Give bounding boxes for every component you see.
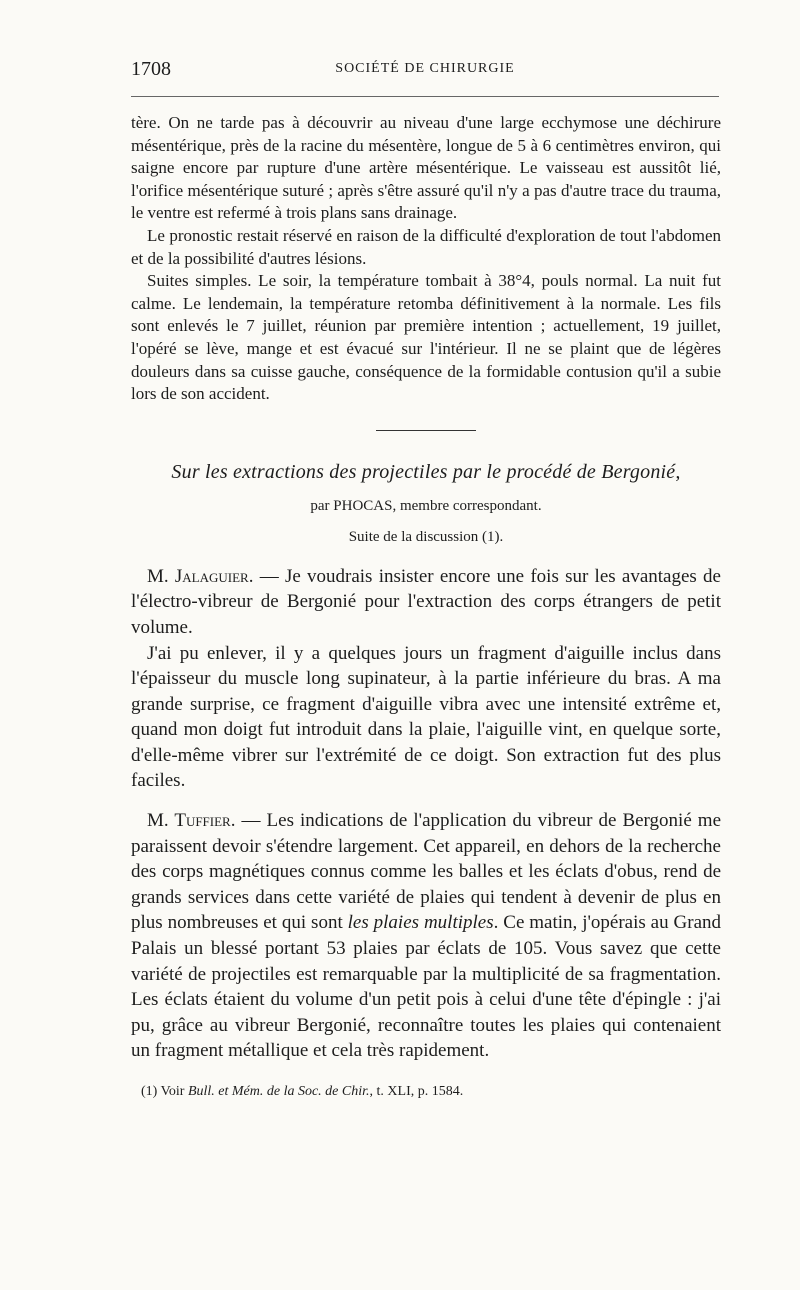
journal-title: SOCIÉTÉ DE CHIRURGIE [335, 61, 515, 76]
tuffier-paragraph [131, 808, 721, 1064]
continuation-paragraph: tère. On ne tarde pas à découvrir au niveau d'une large ecchymose une déchirure mésentérique, près de la racine du mésentère, longue de 5 à 6 centimètres environ, qui saigne encore par rupture d'une artère mésentérique. Le vaisseau est aussitôt lié, l'orifice mésentérique suturé ; après s'être assuré qu'il n'y a pas d'autre trace du trauma, le ventre est refermé à trois plans sans drainage. [131, 113, 721, 223]
tuffier-text-a: — Les indications de l'application du vibreur de Bergonié me paraissent devoir s'étendre largement. Cet appareil, en dehors de la recherche des corps magnétiques connus comme les balles et les éclats d'obus, rend de grands services dans cette variété de plaies qui tendent à devenir de plus en plus nombreuses et qui sont [131, 810, 721, 934]
article-byline: par PHOCAS, membre correspondant. [310, 497, 542, 514]
page-body [131, 112, 721, 1100]
header-rule [131, 96, 719, 97]
followup-paragraph: Suites simples. Le soir, la température tombait à 38°4, pouls normal. La nuit fut calme. Le lendemain, la température retomba définitivement à la normale. Les fils sont enlevés le 7 juillet, réunion par première intention ; actuellement, 19 juillet, l'opéré se lève, mange et est évacué sur l'intérieur. Il ne se plaint que de légères douleurs dans sa cuisse gauche, conséquence de la formidable contusion qu'il a subie lors de son accident. [131, 271, 721, 404]
section-divider [376, 430, 476, 431]
speaker-tuffier: M. Tuffier. [147, 810, 236, 832]
tuffier-emphasis: les plaies multiples [347, 912, 494, 934]
prognosis-paragraph: Le pronostic restait réservé en raison de la difficulté d'exploration de tout l'abdomen et de la possibilité d'autres lésions. [131, 225, 721, 268]
jalaguier-text: — Je voudrais insister encore une fois sur les avantages de l'électro-vibreur de Bergonié pour l'extraction des corps étrangers de petit volume. [131, 565, 721, 638]
footnote-prefix: (1) Voir [141, 1084, 188, 1099]
footnote-suffix: , t. XLI, p. 1584. [369, 1084, 464, 1099]
speaker-jalaguier: M. Jalaguier. [147, 565, 254, 587]
running-head [131, 58, 719, 84]
needle-paragraph: J'ai pu enlever, il y a quelques jours un fragment d'aiguille inclus dans l'épaisseur du muscle long supinateur, à la partie inférieure du bras. A ma grande surprise, ce fragment d'aiguille vibra avec une intensité extrême et, quand mon doigt fut introduit dans la plaie, l'aiguille vint, en quelque sorte, d'elle-même vibrer sur l'extrémité de ce doigt. Son extraction fut des plus faciles. [131, 642, 721, 792]
tuffier-text-b: . Ce matin, j'opérais au Grand Palais un blessé portant 53 plaies par éclats de 105. Vous savez que cette variété de projectiles est remarquable par la multiplicité de sa fragmentation. Les éclats étaient du volume d'un petit pois à celui d'une tête d'épingle : j'ai pu, grâce au vibreur Bergonié, reconnaître toutes les plaies qui contenaient un fragment métallique et cela très rapidement. [131, 912, 721, 1062]
page-number: 1708 [131, 58, 171, 80]
article-title: Sur les extractions des projectiles par le procédé de Bergonié, [171, 460, 681, 483]
footnote-reference: Bull. et Mém. de la Soc. de Chir. [187, 1084, 370, 1099]
jalaguier-paragraph [131, 564, 721, 641]
discussion-subtitle: Suite de la discussion (1). [348, 528, 504, 545]
footnote [141, 1084, 721, 1100]
